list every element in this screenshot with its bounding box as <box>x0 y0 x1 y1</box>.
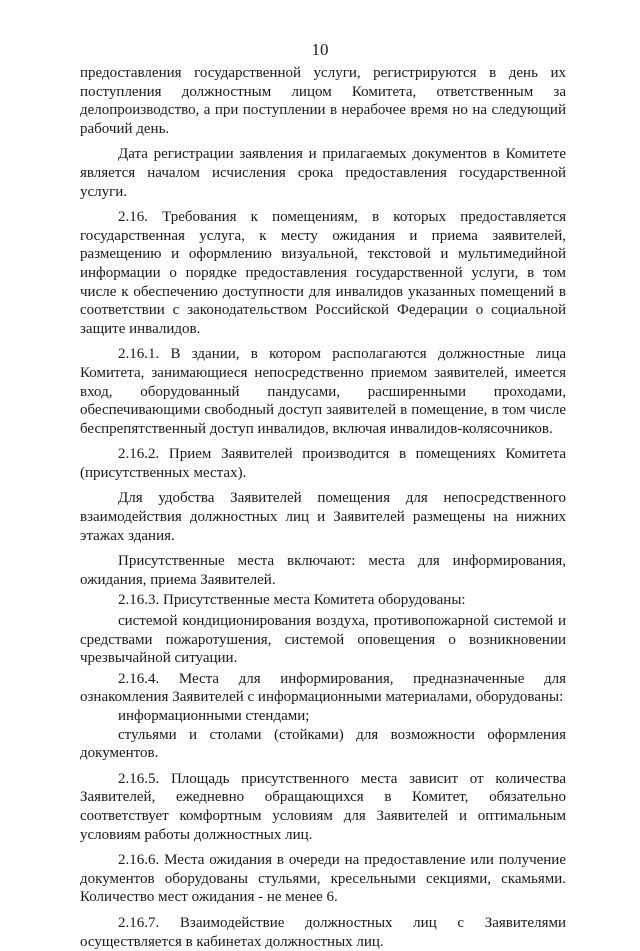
document-body <box>80 64 566 951</box>
paragraph-places-include: Присутственные места включают: места для информирования, ожидания, приема Заявителей. <box>80 553 566 588</box>
paragraph-equipment-systems: системой кондиционирования воздуха, противопожарной системой и средствами пожаротушения, системой оповещения о возникновении чрезвычайной ситуации. <box>80 613 566 667</box>
paragraph-registration-date: Дата регистрации заявления и прилагаемых документов в Комитете является началом исчисления срока предоставления государственной услуги. <box>80 146 566 200</box>
paragraph-2-16-5: 2.16.5. Площадь присутственного места зависит от количества Заявителей, ежедневно обращающихся в Комитет, обязательно соответствует комфортным условиям для Заявителей и оптимальным условиям работы должностных лиц. <box>80 770 566 843</box>
paragraph-2-16-4: 2.16.4. Места для информирования, предназначенные для ознакомления Заявителей с информационными материалами, оборудованы: <box>80 670 566 706</box>
list-item-chairs-tables: стульями и столами (стойками) для возможности оформления документов. <box>80 726 566 762</box>
paragraph-2-16-3: 2.16.3. Присутственные места Комитета оборудованы: <box>118 592 466 609</box>
paragraph-2-16-2: 2.16.2. Прием Заявителей производится в помещениях Комитета (присутственных местах). <box>80 446 566 481</box>
list-item-stands: информационными стендами; <box>118 708 310 724</box>
paragraph-2-16-1: 2.16.1. В здании, в котором располагаются должностные лица Комитета, занимающиеся непосредственно приемом заявителей, имеется вход, оборудованный пандусами, расширенными проходами, обеспечивающими свободный доступ заявителей в помещение, в том числе беспрепятственный доступ инвалидов, включая инвалидов-колясочников. <box>80 346 566 437</box>
paragraph-convenience: Для удобства Заявителей помещения для непосредственного взаимодействия должностных лиц и Заявителей размещены на нижних этажах здания. <box>80 490 566 544</box>
paragraph-continuation: предоставления государственной услуги, регистрируются в день их поступления должностным лицом Комитета, ответственным за делопроизводство, а при поступлении в нерабочее время но на следующий рабочий день. <box>80 65 566 137</box>
paragraph-2-16-6: 2.16.6. Места ожидания в очереди на предоставление или получение документов оборудованы стульями, кресельными секциями, скамьями. Количество мест ожидания - не менее 6. <box>80 852 566 906</box>
paragraph-2-16: 2.16. Требования к помещениям, в которых предоставляется государственная услуга, к месту ожидания и приема заявителей, размещению и оформлению визуальной, текстовой и мультимедийной информации о порядке предоставления государственной услуги, в том числе к обеспечению доступности для инвалидов указанных помещений в соответствии с законодательством Российской Федерации о социальной защите инвалидов. <box>80 209 566 337</box>
page-number: 10 <box>311 40 329 59</box>
paragraph-2-16-7: 2.16.7. Взаимодействие должностных лиц с Заявителями осуществляется в кабинетах должностных лиц. <box>80 914 566 950</box>
